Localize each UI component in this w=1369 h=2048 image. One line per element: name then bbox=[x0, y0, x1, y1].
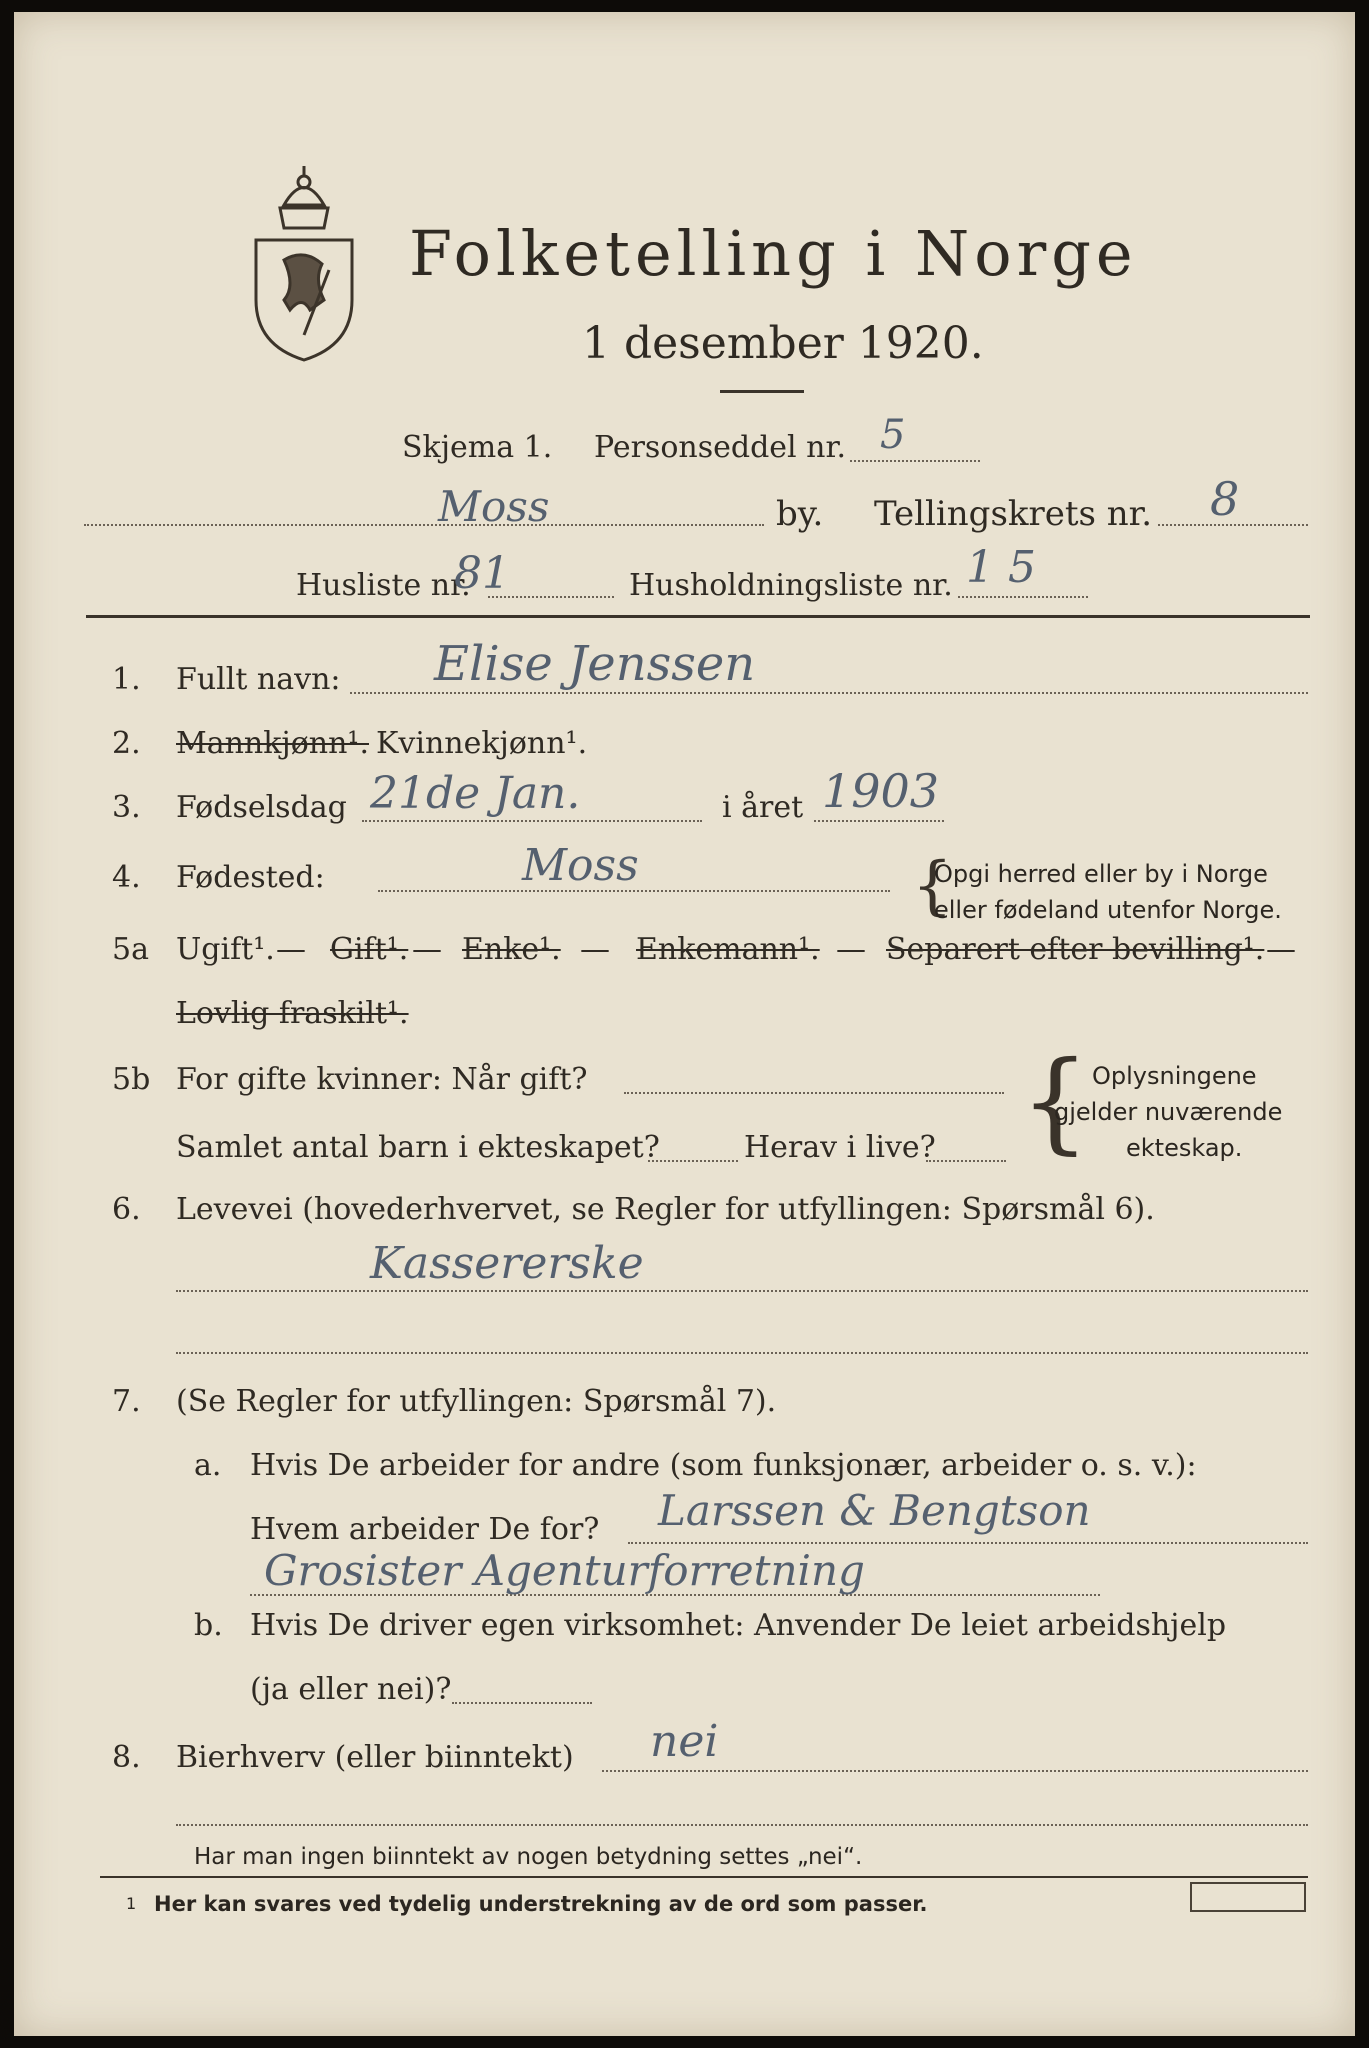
q5a-ugift: Ugift¹. bbox=[176, 932, 275, 967]
personseddel-value: 5 bbox=[880, 412, 906, 458]
q3-number: 3. bbox=[112, 790, 141, 825]
q4-note-line2: eller fødeland utenfor Norge. bbox=[934, 896, 1282, 924]
tellingskrets-label: Tellingskrets nr. bbox=[874, 494, 1153, 534]
personseddel-label: Personseddel nr. bbox=[594, 430, 847, 465]
footnote-marker: 1 bbox=[126, 1894, 137, 1913]
q7a-value-2: Grosister Agenturforretning bbox=[264, 1546, 865, 1595]
q4-number: 4. bbox=[112, 860, 141, 895]
q6-label: Levevei (hovederhvervet, se Regler for utfyllingen: Spørsmål 6). bbox=[176, 1192, 1155, 1227]
q3-label: Fødselsdag bbox=[176, 790, 347, 825]
q1-label: Fullt navn: bbox=[176, 662, 341, 697]
q3-year-value: 1903 bbox=[822, 764, 940, 818]
q7b-question: (ja eller nei)? bbox=[250, 1672, 452, 1707]
q7b-line bbox=[452, 1702, 592, 1704]
by-value: Moss bbox=[438, 482, 550, 531]
personseddel-line bbox=[850, 460, 980, 462]
q7a-text: Hvis De arbeider for andre (som funksjonær, arbeider o. s. v.): bbox=[250, 1448, 1197, 1483]
title-divider bbox=[720, 390, 804, 393]
form-date: 1 desember 1920. bbox=[582, 318, 984, 369]
footer-rule bbox=[100, 1876, 1308, 1878]
husholdningsliste-label: Husholdningsliste nr. bbox=[629, 568, 953, 603]
q5b-label-alive: Herav i live? bbox=[744, 1130, 936, 1165]
q7b-letter: b. bbox=[194, 1608, 223, 1643]
q3-day-line bbox=[362, 820, 702, 822]
husliste-value: 81 bbox=[454, 548, 510, 599]
q6-line-2 bbox=[176, 1352, 1308, 1354]
q6-number: 6. bbox=[112, 1192, 141, 1227]
q2-number: 2. bbox=[112, 726, 141, 761]
q5a-dash-4: — bbox=[836, 932, 866, 967]
q5b-note-brace: { bbox=[1020, 1037, 1090, 1165]
husliste-label: Husliste nr. bbox=[296, 568, 471, 603]
q5a-dash-2: — bbox=[412, 932, 442, 967]
q5b-note-line3: ekteskap. bbox=[1126, 1134, 1243, 1162]
q5a-fraskilt: Lovlig fraskilt¹. bbox=[176, 996, 409, 1031]
by-line bbox=[84, 524, 764, 526]
q3-year-line bbox=[814, 820, 944, 822]
q4-label: Fødested: bbox=[176, 860, 325, 895]
schema-label: Skjema 1. bbox=[402, 430, 553, 465]
q5b-label-children: Samlet antal barn i ekteskapet? bbox=[176, 1130, 660, 1165]
q1-line bbox=[350, 692, 1308, 694]
q1-number: 1. bbox=[112, 662, 141, 697]
q8-label: Bierhverv (eller biinntekt) bbox=[176, 1740, 574, 1775]
q5a-enkemann: Enkemann¹. bbox=[636, 932, 820, 967]
husholdningsliste-value: 1 5 bbox=[966, 542, 1036, 593]
q3-day-value: 21de Jan. bbox=[370, 768, 581, 819]
q4-value: Moss bbox=[522, 840, 639, 891]
q5b-when-married-line bbox=[624, 1092, 1004, 1094]
q5b-note-line2: gjelder nuværende bbox=[1054, 1098, 1283, 1126]
q4-note-line1: Opgi herred eller by i Norge bbox=[934, 860, 1268, 888]
q8-line-2 bbox=[176, 1824, 1308, 1826]
by-label: by. bbox=[776, 494, 824, 534]
q5a-separert: Separert efter bevilling¹. bbox=[886, 932, 1265, 967]
q8-line-1 bbox=[602, 1770, 1308, 1772]
q5a-dash-5: — bbox=[1266, 932, 1296, 967]
q5a-dash-3: — bbox=[580, 932, 610, 967]
q2-option-male: Mannkjønn¹. bbox=[176, 726, 369, 761]
q7a-letter: a. bbox=[194, 1448, 222, 1483]
q6-value: Kassererske bbox=[370, 1238, 644, 1289]
q5b-alive-line bbox=[926, 1160, 1006, 1162]
q5a-enke: Enke¹. bbox=[462, 932, 561, 967]
printer-stamp bbox=[1190, 1882, 1306, 1912]
header-rule bbox=[86, 615, 1310, 618]
q5a-dash-1: — bbox=[276, 932, 306, 967]
q7-number: 7. bbox=[112, 1384, 141, 1419]
q5a-number: 5a bbox=[112, 932, 149, 967]
q5b-number: 5b bbox=[112, 1062, 151, 1097]
coat-of-arms-emblem bbox=[244, 160, 364, 365]
husholdningsliste-line bbox=[958, 596, 1088, 598]
q7-label: (Se Regler for utfyllingen: Spørsmål 7). bbox=[176, 1384, 777, 1419]
q2-option-female: Kvinnekjønn¹. bbox=[376, 726, 588, 761]
q8-value: nei bbox=[650, 1716, 719, 1767]
q8-number: 8. bbox=[112, 1740, 141, 1775]
q1-value: Elise Jenssen bbox=[434, 636, 756, 692]
q5a-gift: Gift¹. bbox=[330, 932, 409, 967]
q5b-note-line1: Oplysningene bbox=[1092, 1062, 1257, 1090]
q6-line-1 bbox=[176, 1290, 1308, 1292]
q8-note: Har man ingen biinntekt av nogen betydning settes „nei“. bbox=[194, 1844, 863, 1870]
q5b-label-when-married: For gifte kvinner: Når gift? bbox=[176, 1062, 588, 1097]
q7b-text: Hvis De driver egen virksomhet: Anvender De leiet arbeidshjelp bbox=[250, 1608, 1227, 1643]
q4-note-brace: { bbox=[912, 849, 953, 923]
footnote-text: Her kan svares ved tydelig understrekning av de ord som passer. bbox=[154, 1892, 928, 1916]
q5b-children-line bbox=[648, 1160, 738, 1162]
census-form-sheet bbox=[14, 12, 1355, 2036]
tellingskrets-value: 8 bbox=[1210, 472, 1240, 526]
form-title: Folketelling i Norge bbox=[409, 217, 1138, 290]
q3-year-label: i året bbox=[722, 790, 804, 825]
q7a-question: Hvem arbeider De for? bbox=[250, 1512, 600, 1547]
q7a-value-1: Larssen & Bengtson bbox=[658, 1486, 1091, 1535]
q7a-line-1 bbox=[628, 1542, 1308, 1544]
